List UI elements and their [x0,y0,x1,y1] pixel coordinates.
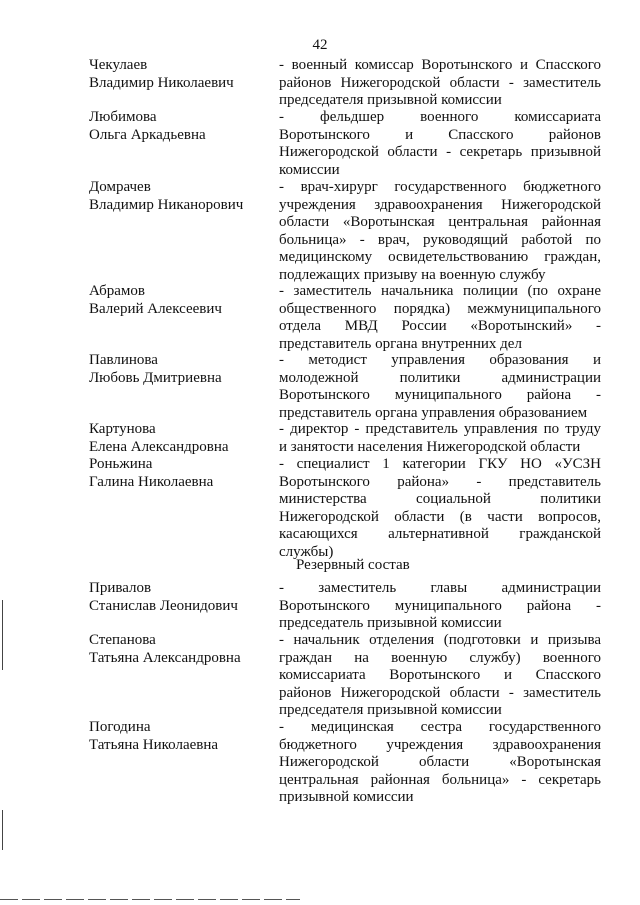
role-line: Воротынского района» - представитель [279,473,601,490]
role-line: учреждения здравоохранения Нижегородской [279,196,601,213]
member-given-name: Любовь Дмитриевна [89,369,222,386]
member-role [279,456,601,562]
member-name [89,632,274,667]
member-role [279,352,601,422]
role-line: - врач-хирург государственного бюджетного [279,179,601,195]
role-line: комиссии [279,161,340,178]
role-line: общественного порядка) межмуниципального [279,300,601,317]
role-line: председателя призывной комиссии [279,92,502,109]
role-line: министерства социальной политики [279,491,601,508]
member-name [89,421,274,456]
member-surname: Чекулаев [89,57,148,73]
role-line: Нижегородской области «Воротынская [279,754,601,771]
role-line: Воротынского и Спасского районов [279,126,601,143]
member-name [89,57,274,92]
role-line: призывной комиссии [279,789,414,806]
member-role [279,109,601,179]
role-line: комиссариата Воротынского и Спасского [279,667,601,684]
member-role [279,179,601,285]
member-given-name: Владимир Николаевич [89,74,234,91]
role-line: Воротынского муниципального района - [279,597,601,614]
role-line: области «Воротынская центральная районная [279,214,601,231]
role-line: - директор - представитель управления по труду [279,421,601,437]
role-line: - методист управления образования и [279,352,601,368]
role-line: - медицинская сестра государственного [279,719,601,735]
member-name [89,109,274,144]
reserve-section-title: Резервный состав [296,557,410,573]
member-surname: Павлинова [89,352,158,368]
member-given-name: Ольга Аркадьевна [89,126,206,143]
role-line: подлежащих призыву на военную службу [279,266,546,283]
scan-bottom-edge [0,899,300,900]
member-name [89,283,274,318]
member-given-name: Татьяна Николаевна [89,736,219,753]
role-line: бюджетного учреждения здравоохранения [279,736,601,753]
member-name [89,352,274,387]
role-line: Нижегородской области - секретарь призывной [279,144,601,161]
role-line: и занятости населения Нижегородской области [279,438,581,455]
role-line: - военный комиссар Воротынского и Спасского [279,57,601,73]
member-role [279,57,601,110]
member-given-name: Елена Александровна [89,438,229,455]
member-surname: Погодина [89,719,151,735]
role-line: председатель призывной комиссии [279,615,502,632]
role-line: службы) [279,543,334,560]
role-line: представитель органа внутренних дел [279,335,522,352]
member-given-name: Валерий Алексеевич [89,300,222,317]
member-name [89,580,274,615]
member-given-name: Владимир Никанорович [89,196,244,213]
role-line: - начальник отделения (подготовки и призыва [279,632,601,648]
role-line: больница» - врач, руководящий работой по [279,231,601,248]
member-role [279,421,601,456]
role-line: касающихся альтернативной гражданской [279,526,601,543]
role-line: - заместитель начальника полиции (по охране [279,283,601,299]
page-number: 42 [312,37,328,53]
role-line: - заместитель главы администрации [279,580,601,596]
scan-margin-mark [2,810,3,850]
scan-margin-mark [2,600,3,670]
role-line: медицинскому освидетельствованию граждан, [279,249,601,266]
role-line: - специалист 1 категории ГКУ НО «УСЗН [279,456,601,472]
member-given-name: Татьяна Александровна [89,649,241,666]
role-line: граждан на военную службу) военного [279,649,601,666]
member-surname: Абрамов [89,283,145,299]
role-line: отдела МВД России «Воротынский» - [279,318,601,335]
member-given-name: Станислав Леонидович [89,597,238,614]
member-role [279,719,601,807]
role-line: председателя призывной комиссии [279,702,502,719]
member-name [89,456,274,491]
member-surname: Роньжина [89,456,153,472]
member-role [279,580,601,633]
member-surname: Привалов [89,580,152,596]
role-line: районов Нижегородской области - заместитель [279,684,601,701]
member-surname: Домрачев [89,179,151,195]
member-name [89,719,274,754]
member-surname: Картунова [89,421,156,437]
member-name [89,179,274,214]
member-given-name: Галина Николаевна [89,473,214,490]
member-surname: Степанова [89,632,156,648]
role-line: представитель органа управления образованием [279,404,588,421]
member-surname: Любимова [89,109,157,125]
role-line: Нижегородской области (в части вопросов, [279,508,601,525]
role-line: районов Нижегородской области - заместитель [279,74,601,91]
role-line: Воротынского муниципального района - [279,387,601,404]
member-role [279,283,601,353]
role-line: центральная районная больница» - секретарь [279,771,601,788]
role-line: - фельдшер военного комиссариата [279,109,601,125]
role-line: молодежной политики администрации [279,369,601,386]
member-role [279,632,601,720]
